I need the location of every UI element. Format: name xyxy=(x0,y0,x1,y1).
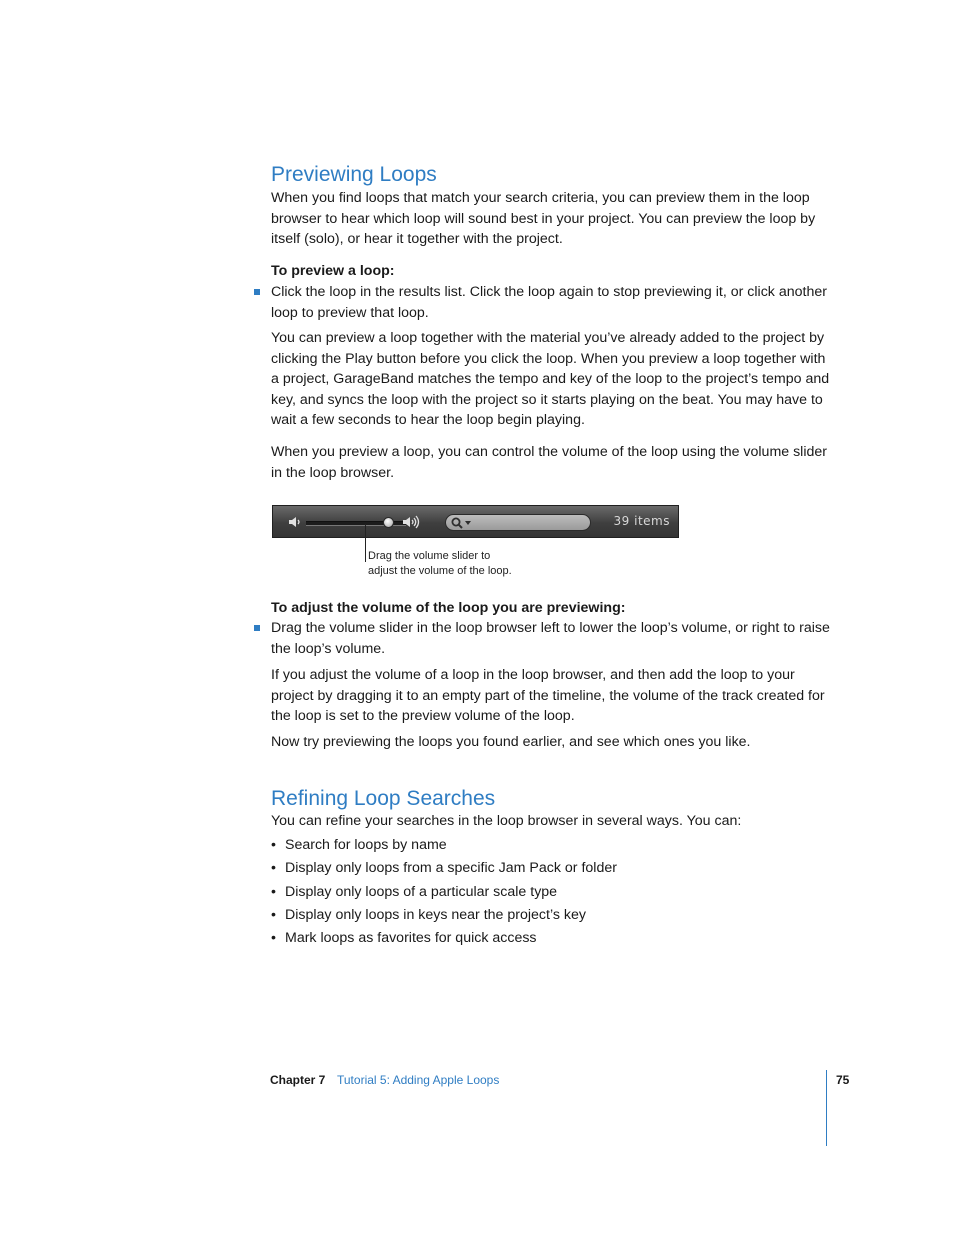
volume-low-icon[interactable] xyxy=(288,515,302,529)
footer-divider xyxy=(826,1070,827,1146)
track-volume-paragraph: If you adjust the volume of a loop in the loop browser, and then add the loop to your project by dragging it to an empty part of the timeline, the volume of the track created for the loop is set to the preview volume of the loop. xyxy=(271,667,825,724)
figure-callout xyxy=(368,549,512,579)
try-previewing-paragraph: Now try previewing the loops you found earlier, and see which ones you like. xyxy=(271,734,751,750)
loop-browser-toolbar xyxy=(272,505,679,538)
task-step-preview-loop: Click the loop in the results list. Click the loop again to stop previewing it, or click another loop to preview that loop. xyxy=(271,284,827,321)
callout-line xyxy=(365,524,366,562)
callout-line-2: adjust the volume of the loop. xyxy=(368,565,512,577)
list-item: • Display only loops of a particular scale type xyxy=(271,884,558,900)
footer-chapter-title: Tutorial 5: Adding Apple Loops xyxy=(337,1073,500,1087)
list-item: • Display only loops in keys near the project’s key xyxy=(271,907,586,923)
search-icon xyxy=(451,517,473,529)
volume-control-paragraph: When you preview a loop, you can control the volume of the loop using the volume slider in the loop browser. xyxy=(271,444,827,481)
section-heading-refining-searches: Refining Loop Searches xyxy=(271,787,496,810)
intro-paragraph: When you find loops that match your search criteria, you can preview them in the loop browser to hear which loop will sound best in your project. You can preview the loop by itself (solo), or hear it together with the project. xyxy=(271,190,816,247)
page-number: 75 xyxy=(836,1073,850,1087)
task-title-preview-loop: To preview a loop: xyxy=(271,263,395,279)
volume-high-icon[interactable] xyxy=(402,515,422,529)
section-heading-previewing-loops: Previewing Loops xyxy=(271,163,437,186)
list-item: • Display only loops from a specific Jam Pack or folder xyxy=(271,860,617,876)
refine-intro-paragraph: You can refine your searches in the loop browser in several ways. You can: xyxy=(271,813,742,829)
task-title-adjust-volume: To adjust the volume of the loop you are previewing: xyxy=(271,600,626,616)
step-bullet-icon xyxy=(254,625,260,631)
volume-slider-knob[interactable] xyxy=(383,517,394,528)
footer-chapter: Chapter 7 xyxy=(270,1073,326,1087)
loop-search-field[interactable] xyxy=(445,514,591,531)
list-item: • Mark loops as favorites for quick access xyxy=(271,930,537,946)
items-count: 39 items xyxy=(613,514,670,528)
callout-line-1: Drag the volume slider to xyxy=(368,550,491,562)
task-step-adjust-volume: Drag the volume slider in the loop browser left to lower the loop’s volume, or right to raise the loop’s volume. xyxy=(271,620,830,657)
step-bullet-icon xyxy=(254,289,260,295)
list-item: • Search for loops by name xyxy=(271,837,447,853)
preview-with-project-paragraph: You can preview a loop together with the material you’ve already added to the project by clicking the Play button before you click the loop. When you preview a loop together with a project, GarageBand matches the tempo and key of the loop to the project’s tempo and key, and syncs the loop with the project so it starts playing on the beat. You may have to wait a few seconds to hear the loop begin playing. xyxy=(271,330,830,428)
